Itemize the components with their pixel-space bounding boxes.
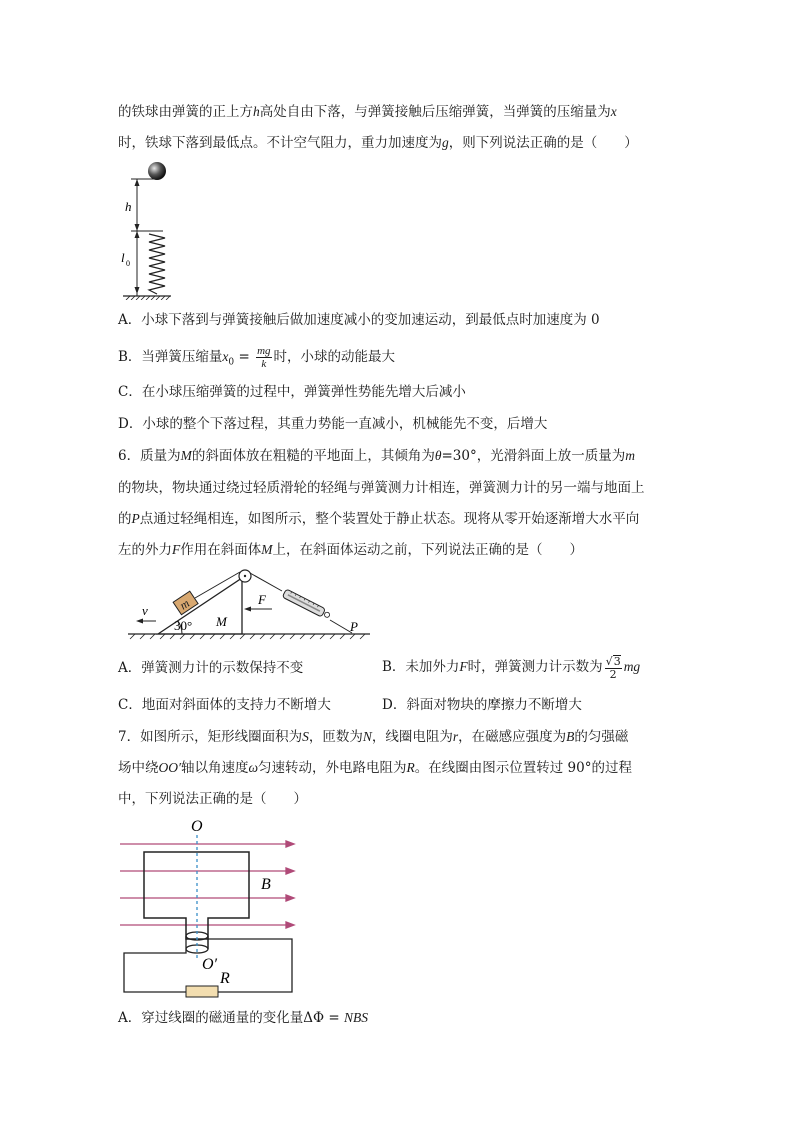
label-P: P [350, 619, 358, 634]
label-B: B [261, 876, 271, 893]
label-R: R [220, 970, 230, 987]
q6-stem-line-3: 的P点通过轻绳相连，如图所示，整个装置处于静止状态。现将从零开始逐渐增大水平向 [118, 511, 640, 527]
q6-option-c: C．地面对斜面体的支持力不断增大 [118, 697, 331, 713]
q6-incline-figure [120, 563, 380, 645]
label-l0-sub: 0 [126, 259, 130, 268]
q5-option-b-fraction: $\frac{mg}{k}$ [257, 345, 271, 370]
label-F: F [258, 592, 266, 607]
q5-option-d: D．小球的整个下落过程，其重力势能一直减小，机械能先不变，后增大 [118, 416, 548, 432]
q7-coil-figure [116, 815, 301, 1005]
q5-spring-ball-figure [115, 158, 175, 300]
circuit-wire-left [124, 949, 186, 992]
label-M: M [216, 614, 227, 629]
label-angle: 30° [174, 618, 193, 633]
q7-option-a: A．穿过线圈的磁通量的变化量ΔΦ = NBS [118, 1010, 368, 1026]
block-m [173, 591, 198, 615]
q7-stem-line-2: 场中绕OO′轴以角速度ω匀速转动，外电路电阻为R。在线圈由图示位置转过 90°的过程 [118, 760, 632, 776]
label-l0: l [121, 250, 125, 265]
q6-stem-line-2: 的物块，物块通过绕过轻质滑轮的轻绳与弹簧测力计相连，弹簧测力计的另一端与地面上 [118, 480, 645, 496]
rope-ground [330, 620, 352, 633]
q5-stem-line-2: 时，铁球下落到最低点。不计空气阻力，重力加速度为g，则下列说法正确的是（ ） [118, 135, 638, 151]
svg-text:m: m [177, 596, 192, 613]
q5-option-a: A．小球下落到与弹簧接触后做加速度减小的变加速运动，到最低点时加速度为 0 [118, 312, 600, 328]
spring-scale [282, 589, 331, 620]
q6-option-a: A．弹簧测力计的示数保持不变 [118, 660, 304, 676]
label-O-prime: O′ [202, 956, 218, 973]
q6-option-b: B．未加外力F时，弹簧测力计示数为 $\frac{√3}{2}$ mg [382, 654, 641, 681]
rope-scale [250, 573, 282, 591]
q5-option-b: B．当弹簧压缩量$x_0$ = $\frac{mg}{k}$ 时，小球的动能最大 [118, 345, 396, 370]
resistor-R [186, 986, 218, 997]
q5-stem-line-1: 的铁球由弹簧的正上方h高处自由下落，与弹簧接触后压缩弹簧，当弹簧的压缩量为x [118, 104, 617, 120]
label-h: h [125, 199, 132, 214]
spring [149, 234, 165, 294]
q6-stem-line-4: 左的外力F作用在斜面体M上，在斜面体运动之前，下列说法正确的是（ ） [118, 542, 583, 558]
q6-option-b-fraction: $\frac{√3}{2}$ [605, 654, 621, 681]
q6-stem-line-1: 6．质量为M的斜面体放在粗糙的平地面上，其倾角为θ=30°，光滑斜面上放一质量为m [118, 448, 635, 464]
q7-stem-line-1: 7．如图所示，矩形线圈面积为S，匝数为N，线圈电阻为r，在磁感应强度为B的匀强磁 [118, 729, 629, 745]
incline-block [158, 578, 242, 634]
ball [148, 162, 166, 180]
ground-hatching [130, 634, 365, 639]
label-O: O [191, 818, 203, 835]
q6-option-d: D．斜面对物块的摩擦力不断增大 [382, 697, 582, 713]
label-v: v [142, 603, 148, 618]
q5-option-c: C．在小球压缩弹簧的过程中，弹簧弹性势能先增大后减小 [118, 384, 466, 400]
q7-stem-line-3: 中，下列说法正确的是（ ） [118, 791, 307, 807]
